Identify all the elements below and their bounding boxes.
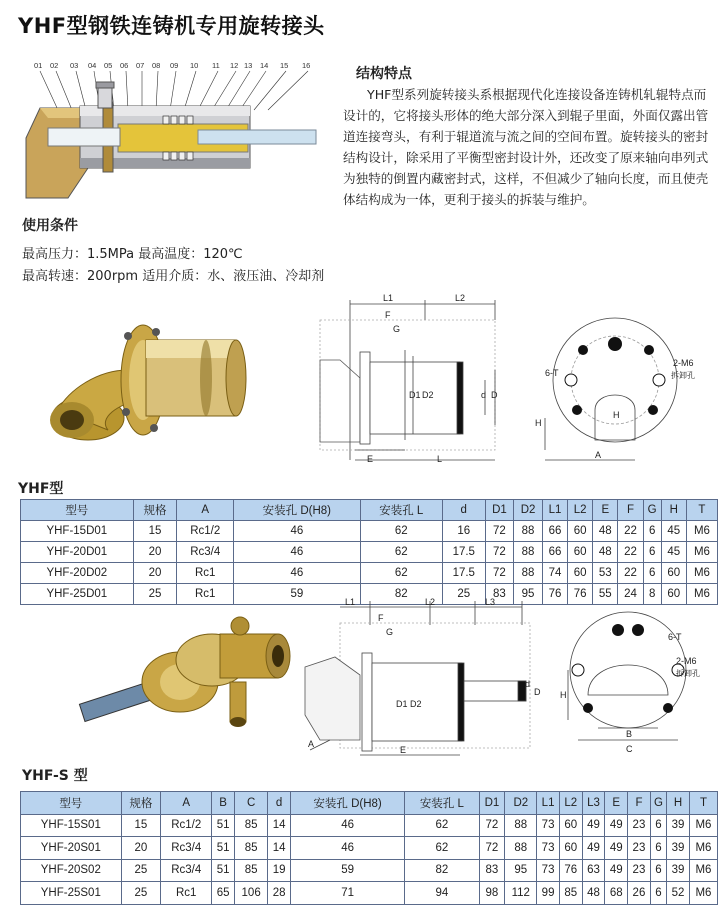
table-cell: 51 — [212, 814, 235, 837]
conditions-line-1: 最高压力：1.5MPa 最高温度：120℃ — [22, 247, 243, 262]
table-cell: 39 — [667, 837, 690, 860]
table-cell: 6 — [650, 859, 666, 882]
yhfs-header-cell: C — [235, 792, 268, 815]
table-cell: YHF-20D01 — [21, 542, 134, 563]
s-dim-d2: D2 — [410, 699, 422, 709]
table-cell: 48 — [593, 542, 618, 563]
dim-l: L — [437, 454, 443, 464]
end-h2: H — [613, 410, 620, 420]
table-row — [21, 882, 718, 905]
table-cell: 59 — [234, 584, 361, 605]
table-cell: 85 — [235, 837, 268, 860]
dim-d2: D2 — [422, 390, 434, 400]
table-cell: Rc1 — [177, 584, 234, 605]
s-end-c: C — [626, 744, 633, 754]
table-row — [21, 542, 718, 563]
yhf-end-view — [525, 300, 715, 470]
s-end-t6: 6-T — [668, 632, 682, 642]
table-cell: 46 — [234, 521, 361, 542]
yhf-header-cell: D2 — [514, 500, 543, 521]
table-cell: 62 — [360, 542, 442, 563]
part-number-13: 13 — [244, 61, 253, 70]
part-leader-15 — [254, 71, 286, 110]
table-cell: 65 — [212, 882, 235, 905]
table-cell: 73 — [537, 859, 560, 882]
table-cell: 49 — [605, 814, 628, 837]
table-cell: 48 — [593, 521, 618, 542]
yhfs-header-cell: 安装孔 L — [405, 792, 479, 815]
yhfs-product-photo — [70, 612, 300, 747]
s-dim-g: G — [386, 627, 394, 637]
part-number-04: 04 — [88, 61, 97, 70]
table-cell: M6 — [686, 521, 717, 542]
dim-dd: D — [491, 390, 498, 400]
yhf-spec-table — [20, 499, 718, 605]
table-cell: 20 — [133, 563, 177, 584]
yhf-table-title: YHF型 — [18, 481, 64, 497]
part-number-15: 15 — [280, 61, 289, 70]
yhfs-header-cell: 型号 — [21, 792, 122, 815]
part-leader-10 — [184, 71, 196, 110]
end-a: A — [595, 450, 602, 460]
s-dim-l1: L1 — [345, 597, 356, 607]
table-cell: 94 — [405, 882, 479, 905]
table-cell: 46 — [290, 837, 404, 860]
table-cell: 85 — [235, 859, 268, 882]
table-cell: 46 — [234, 542, 361, 563]
yhf-header-cell: 安装孔 L — [360, 500, 442, 521]
table-cell: YHF-15S01 — [21, 814, 122, 837]
table-cell: 6 — [650, 814, 666, 837]
features-text: YHF型系列旋转接头系根据现代化连接设备连铸机轧辊特点而设计的，它将接头形体的绝大部分深入到辊子里面，外面仅露出管道连接弯头，有利于辊道流与流之间的空间布置。旋转接头的密封结构设计，除采用了平衡型密封设计外，还改变了原来轴向串列式为独特的倒置内藏密封式，这样，不但减少了轴向长度，而且使壳体结构成为一体，更利于接头的拆装与维护。 — [343, 87, 709, 207]
table-cell: 98 — [479, 882, 505, 905]
part-leader-13 — [226, 71, 250, 110]
end-hole: 拆卸孔 — [671, 371, 695, 380]
yhfs-header-cell: A — [161, 792, 212, 815]
table-cell: 39 — [667, 814, 690, 837]
yhf-header-cell: 型号 — [21, 500, 134, 521]
table-cell: YHF-25D01 — [21, 584, 134, 605]
part-leader-02 — [56, 71, 72, 110]
part-number-01: 01 — [34, 61, 43, 70]
yhf-header-cell: H — [661, 500, 686, 521]
table-cell: 112 — [505, 882, 537, 905]
table-cell: YHF-20S01 — [21, 837, 122, 860]
table-cell: 60 — [568, 563, 593, 584]
yhf-header-cell: A — [177, 500, 234, 521]
part-number-12: 12 — [230, 61, 239, 70]
yhf-header-cell: d — [442, 500, 485, 521]
table-cell: 72 — [479, 814, 505, 837]
s-dim-dd: D — [534, 687, 541, 697]
table-cell: 22 — [618, 542, 643, 563]
table-cell: Rc1 — [177, 563, 234, 584]
part-number-labels — [34, 61, 310, 70]
yhf-header-cell: D1 — [485, 500, 514, 521]
table-cell: 20 — [121, 837, 161, 860]
yhfs-dimension-drawing — [300, 595, 550, 760]
table-cell: 46 — [234, 563, 361, 584]
table-cell: 106 — [235, 882, 268, 905]
table-cell: 14 — [268, 814, 291, 837]
yhfs-spec-table — [20, 791, 718, 905]
table-cell: 88 — [514, 542, 543, 563]
yhfs-table-title: YHF-S 型 — [22, 768, 88, 784]
table-cell: 17.5 — [442, 563, 485, 584]
part-leader-09 — [170, 71, 176, 110]
yhfs-header-cell: 规格 — [121, 792, 161, 815]
table-cell: 49 — [605, 859, 628, 882]
table-cell: 72 — [479, 837, 505, 860]
table-cell: 83 — [485, 584, 514, 605]
part-leader-16 — [268, 71, 308, 110]
conditions-heading: 使用条件 — [22, 218, 78, 234]
cross-section-drawing — [18, 58, 318, 208]
part-number-09: 09 — [170, 61, 179, 70]
table-cell: M6 — [689, 882, 717, 905]
table-cell: 23 — [628, 859, 651, 882]
table-cell: 66 — [542, 542, 567, 563]
end-t6: 6-T — [545, 368, 559, 378]
table-cell: 73 — [537, 837, 560, 860]
table-cell: 62 — [360, 521, 442, 542]
table-cell: 15 — [121, 814, 161, 837]
dim-d1: D1 — [409, 390, 421, 400]
table-cell: 26 — [628, 882, 651, 905]
yhf-header-cell: G — [643, 500, 661, 521]
table-cell: 88 — [514, 521, 543, 542]
yhfs-header-cell: F — [628, 792, 651, 815]
table-cell: 49 — [582, 814, 605, 837]
table-cell: 68 — [605, 882, 628, 905]
table-cell: 88 — [514, 563, 543, 584]
yhfs-header-cell: D1 — [479, 792, 505, 815]
yhfs-header-cell: T — [689, 792, 717, 815]
table-cell: M6 — [686, 563, 717, 584]
yhf-header-cell: 安装孔 D(H8) — [234, 500, 361, 521]
s-end-hole: 拆卸孔 — [676, 669, 700, 678]
table-cell: 73 — [537, 814, 560, 837]
table-cell: 14 — [268, 837, 291, 860]
table-cell: M6 — [686, 584, 717, 605]
table-cell: 74 — [542, 563, 567, 584]
table-cell: 99 — [537, 882, 560, 905]
table-cell: 39 — [667, 859, 690, 882]
table-cell: 88 — [505, 814, 537, 837]
dim-l1: L1 — [383, 293, 394, 303]
table-cell: 25 — [442, 584, 485, 605]
table-cell: M6 — [686, 542, 717, 563]
yhf-header-cell: T — [686, 500, 717, 521]
yhfs-header-cell: G — [650, 792, 666, 815]
table-cell: Rc1/2 — [177, 521, 234, 542]
part-leader-01 — [40, 71, 58, 110]
part-number-02: 02 — [50, 61, 59, 70]
part-number-03: 03 — [70, 61, 79, 70]
table-cell: 88 — [505, 837, 537, 860]
s-dim-f: F — [378, 613, 384, 623]
table-cell: Rc3/4 — [161, 859, 212, 882]
table-cell: 55 — [593, 584, 618, 605]
page-title: YHF型钢铁连铸机专用旋转接头 — [18, 14, 325, 38]
table-cell: 95 — [505, 859, 537, 882]
table-cell: 22 — [618, 563, 643, 584]
table-cell: 25 — [121, 859, 161, 882]
table-cell: 60 — [559, 837, 582, 860]
yhfs-header-cell: H — [667, 792, 690, 815]
table-cell: 59 — [290, 859, 404, 882]
s-end-m6: 2-M6 — [676, 656, 697, 666]
table-cell: 45 — [661, 521, 686, 542]
table-cell: 63 — [582, 859, 605, 882]
table-row — [21, 837, 718, 860]
part-number-10: 10 — [190, 61, 199, 70]
table-cell: 76 — [568, 584, 593, 605]
table-cell: 15 — [133, 521, 177, 542]
table-cell: 60 — [568, 542, 593, 563]
table-cell: 24 — [618, 584, 643, 605]
table-cell: 16 — [442, 521, 485, 542]
table-cell: 6 — [643, 563, 661, 584]
table-cell: Rc3/4 — [161, 837, 212, 860]
yhfs-header-cell: d — [268, 792, 291, 815]
table-cell: 49 — [582, 837, 605, 860]
table-cell: 62 — [405, 814, 479, 837]
end-h: H — [535, 418, 542, 428]
table-cell: Rc3/4 — [177, 542, 234, 563]
yhfs-end-view — [548, 600, 718, 760]
table-cell: YHF-25S01 — [21, 882, 122, 905]
table-cell: 72 — [485, 542, 514, 563]
s-dim-l2: L2 — [425, 597, 436, 607]
table-cell: 53 — [593, 563, 618, 584]
part-number-11: 11 — [212, 61, 220, 70]
table-cell: 20 — [133, 542, 177, 563]
table-cell: 85 — [559, 882, 582, 905]
table-row — [21, 859, 718, 882]
table-cell: 60 — [661, 563, 686, 584]
table-cell: 25 — [133, 584, 177, 605]
table-cell: 25 — [121, 882, 161, 905]
part-leader-12 — [212, 71, 236, 110]
table-cell: 85 — [235, 814, 268, 837]
table-cell: 62 — [360, 563, 442, 584]
part-number-05: 05 — [104, 61, 113, 70]
part-leader-06 — [126, 71, 128, 110]
yhf-header-cell: 规格 — [133, 500, 177, 521]
dim-f: F — [385, 310, 391, 320]
yhfs-header-cell: L3 — [582, 792, 605, 815]
conditions-line-2: 最高转速：200rpm 适用介质：水、液压油、冷却剂 — [22, 269, 325, 284]
table-cell: 23 — [628, 814, 651, 837]
part-number-07: 07 — [136, 61, 145, 70]
table-cell: M6 — [689, 837, 717, 860]
s-dim-l3: L3 — [485, 597, 496, 607]
part-leader-03 — [76, 71, 86, 110]
table-cell: M6 — [689, 814, 717, 837]
table-cell: 60 — [559, 814, 582, 837]
table-cell: 95 — [514, 584, 543, 605]
yhfs-header-cell: 安装孔 D(H8) — [290, 792, 404, 815]
table-cell: 71 — [290, 882, 404, 905]
yhf-dimension-drawing — [305, 290, 515, 475]
table-row — [21, 563, 718, 584]
table-cell: 28 — [268, 882, 291, 905]
table-cell: Rc1 — [161, 882, 212, 905]
part-leader-08 — [156, 71, 158, 110]
dim-d: d — [481, 390, 487, 400]
s-dim-d1: D1 — [396, 699, 408, 709]
table-cell: YHF-15D01 — [21, 521, 134, 542]
s-end-h: H — [560, 690, 567, 700]
yhf-header-cell: L1 — [542, 500, 567, 521]
table-cell: 51 — [212, 859, 235, 882]
yhf-header-cell: L2 — [568, 500, 593, 521]
table-cell: 82 — [360, 584, 442, 605]
table-cell: 46 — [290, 814, 404, 837]
table-cell: 66 — [542, 521, 567, 542]
table-cell: 6 — [643, 521, 661, 542]
table-cell: 17.5 — [442, 542, 485, 563]
yhf-header-cell: F — [618, 500, 643, 521]
yhfs-header-cell: E — [605, 792, 628, 815]
table-cell: 48 — [582, 882, 605, 905]
table-cell: 6 — [643, 542, 661, 563]
table-cell: 60 — [661, 584, 686, 605]
yhf-header-cell: E — [593, 500, 618, 521]
table-cell: YHF-20S02 — [21, 859, 122, 882]
s-end-b: B — [626, 729, 633, 739]
table-cell: 51 — [212, 837, 235, 860]
table-cell: YHF-20D02 — [21, 563, 134, 584]
table-cell: 76 — [559, 859, 582, 882]
table-cell: 19 — [268, 859, 291, 882]
yhfs-header-cell: D2 — [505, 792, 537, 815]
dim-e: E — [367, 454, 374, 464]
s-dim-a: A — [308, 739, 315, 749]
part-number-06: 06 — [120, 61, 129, 70]
table-cell: 83 — [479, 859, 505, 882]
end-m6: 2-M6 — [673, 358, 694, 368]
table-cell: 72 — [485, 563, 514, 584]
part-leader-14 — [240, 71, 266, 110]
s-dim-d: d — [525, 679, 531, 689]
dim-l2: L2 — [455, 293, 466, 303]
table-cell: M6 — [689, 859, 717, 882]
table-row — [21, 521, 718, 542]
table-cell: 82 — [405, 859, 479, 882]
table-cell: 8 — [643, 584, 661, 605]
s-dim-e: E — [400, 745, 407, 755]
yhf-product-photo — [28, 300, 248, 460]
part-number-14: 14 — [260, 61, 269, 70]
yhfs-header-cell: B — [212, 792, 235, 815]
part-leader-11 — [198, 71, 218, 110]
table-cell: 23 — [628, 837, 651, 860]
table-cell: 72 — [485, 521, 514, 542]
table-cell: 49 — [605, 837, 628, 860]
table-cell: 6 — [650, 882, 666, 905]
part-number-08: 08 — [152, 61, 161, 70]
features-heading: 结构特点 — [356, 66, 412, 82]
table-cell: Rc1/2 — [161, 814, 212, 837]
yhfs-header-cell: L1 — [537, 792, 560, 815]
table-cell: 60 — [568, 521, 593, 542]
table-cell: 45 — [661, 542, 686, 563]
yhfs-header-cell: L2 — [559, 792, 582, 815]
table-row — [21, 814, 718, 837]
table-cell: 62 — [405, 837, 479, 860]
part-number-16: 16 — [302, 61, 311, 70]
table-cell: 22 — [618, 521, 643, 542]
table-cell: 6 — [650, 837, 666, 860]
table-cell: 76 — [542, 584, 567, 605]
dim-g: G — [393, 324, 401, 334]
table-cell: 52 — [667, 882, 690, 905]
